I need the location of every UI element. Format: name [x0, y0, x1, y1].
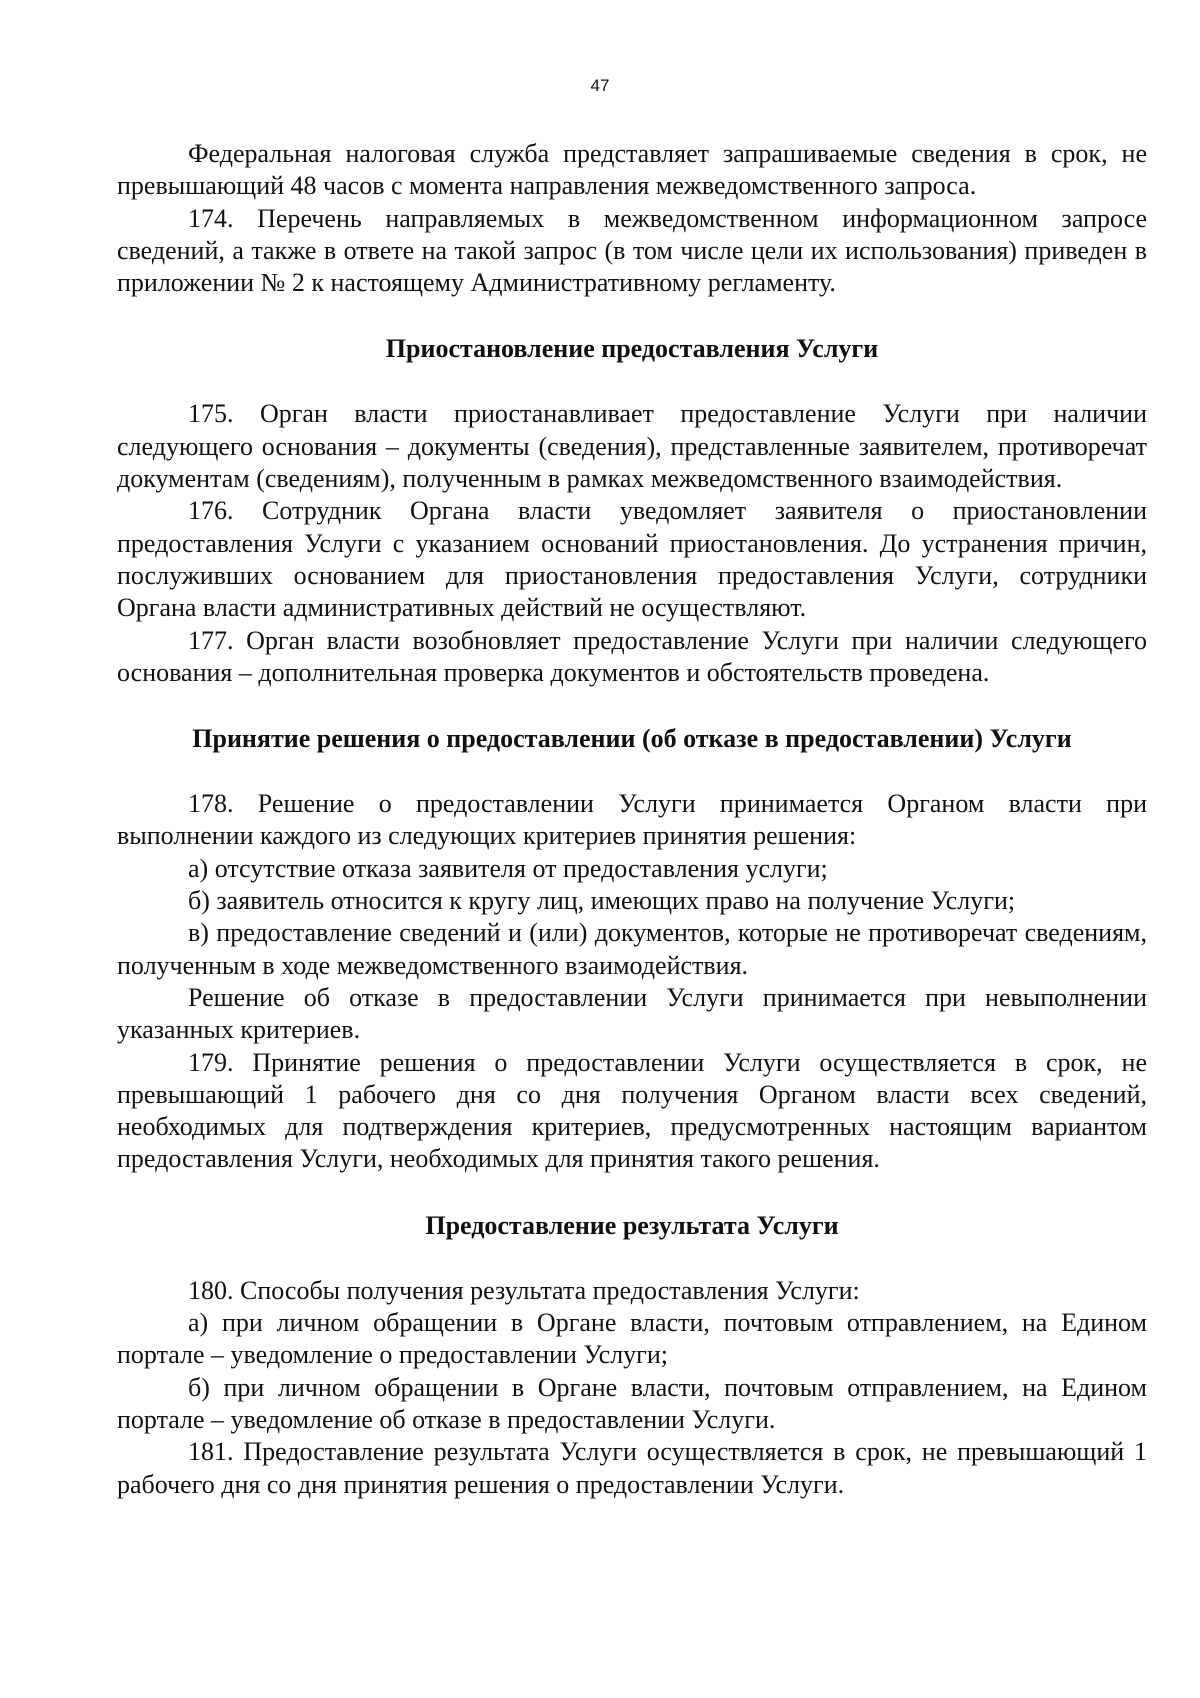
- paragraph: 178. Решение о предоставлении Услуги принимается Органом власти при выполнении каждого из следующих критериев принятия решения:: [117, 789, 1147, 851]
- paragraph: б) заявитель относится к кругу лиц, имеющих право на получение Услуги;: [188, 886, 1016, 916]
- page-number: 47: [590, 76, 610, 95]
- paragraph: 180. Способы получения результата предоставления Услуги:: [188, 1275, 860, 1305]
- paragraph: 176. Сотрудник Органа власти уведомляет заявителя о приостановлении предоставления Услуги с указанием оснований приостановления. До устранения причин, послуживших основанием для приостановления предоставления Услуги, сотрудники Органа власти административных действий не осуществляют.: [117, 496, 1147, 623]
- paragraph: а) при личном обращении в Органе власти, почтовым отправлением, на Едином портале – уведомление о предоставлении Услуги;: [117, 1308, 1147, 1370]
- section-heading: Предоставление результата Услуги: [425, 1210, 839, 1240]
- paragraph: 177. Орган власти возобновляет предоставление Услуги при наличии следующего основания – дополнительная проверка документов и обстоятельств проведена.: [117, 625, 1147, 687]
- paragraph: 179. Принятие решения о предоставлении Услуги осуществляется в срок, не превышающий 1 рабочего дня со дня получения Органом власти всех сведений, необходимых для подтверждения критериев, предусмотренных настоящим вариантом предоставления Услуги, необходимых для принятия такого решения.: [117, 1047, 1147, 1174]
- paragraph: 174. Перечень направляемых в межведомственном информационном запросе сведений, а также в ответе на такой запрос (в том числе цели их использования) приведен в приложении № 2 к настоящему Административному регламенту.: [117, 203, 1147, 298]
- paragraph: а) отсутствие отказа заявителя от предоставления услуги;: [188, 853, 828, 883]
- paragraph: 175. Орган власти приостанавливает предоставление Услуги при наличии следующего основания – документы (сведения), представленные заявителем, противоречат документам (сведениям), полученным в рамках межведомственного взаимодействия.: [117, 399, 1147, 494]
- paragraph: Решение об отказе в предоставлении Услуги принимается при невыполнении указанных критериев.: [117, 982, 1147, 1045]
- document-body: [117, 138, 1147, 1501]
- paragraph: 181. Предоставление результата Услуги осуществляется в срок, не превышающий 1 рабочего дня со дня принятия решения о предоставлении Услуги.: [117, 1437, 1147, 1499]
- paragraph: б) при личном обращении в Органе власти, почтовым отправлением, на Едином портале – уведомление об отказе в предоставлении Услуги.: [117, 1372, 1147, 1434]
- section-heading: Приостановление предоставления Услуги: [385, 334, 879, 364]
- paragraph: в) предоставление сведений и (или) документов, которые не противоречат сведениям, полученным в ходе межведомственного взаимодействия.: [117, 918, 1147, 980]
- section-heading: Принятие решения о предоставлении (об отказе в предоставлении) Услуги: [192, 724, 1072, 754]
- paragraph: Федеральная налоговая служба представляет запрашиваемые сведения в срок, не превышающий 48 часов с момента направления межведомственного запроса.: [117, 139, 1147, 201]
